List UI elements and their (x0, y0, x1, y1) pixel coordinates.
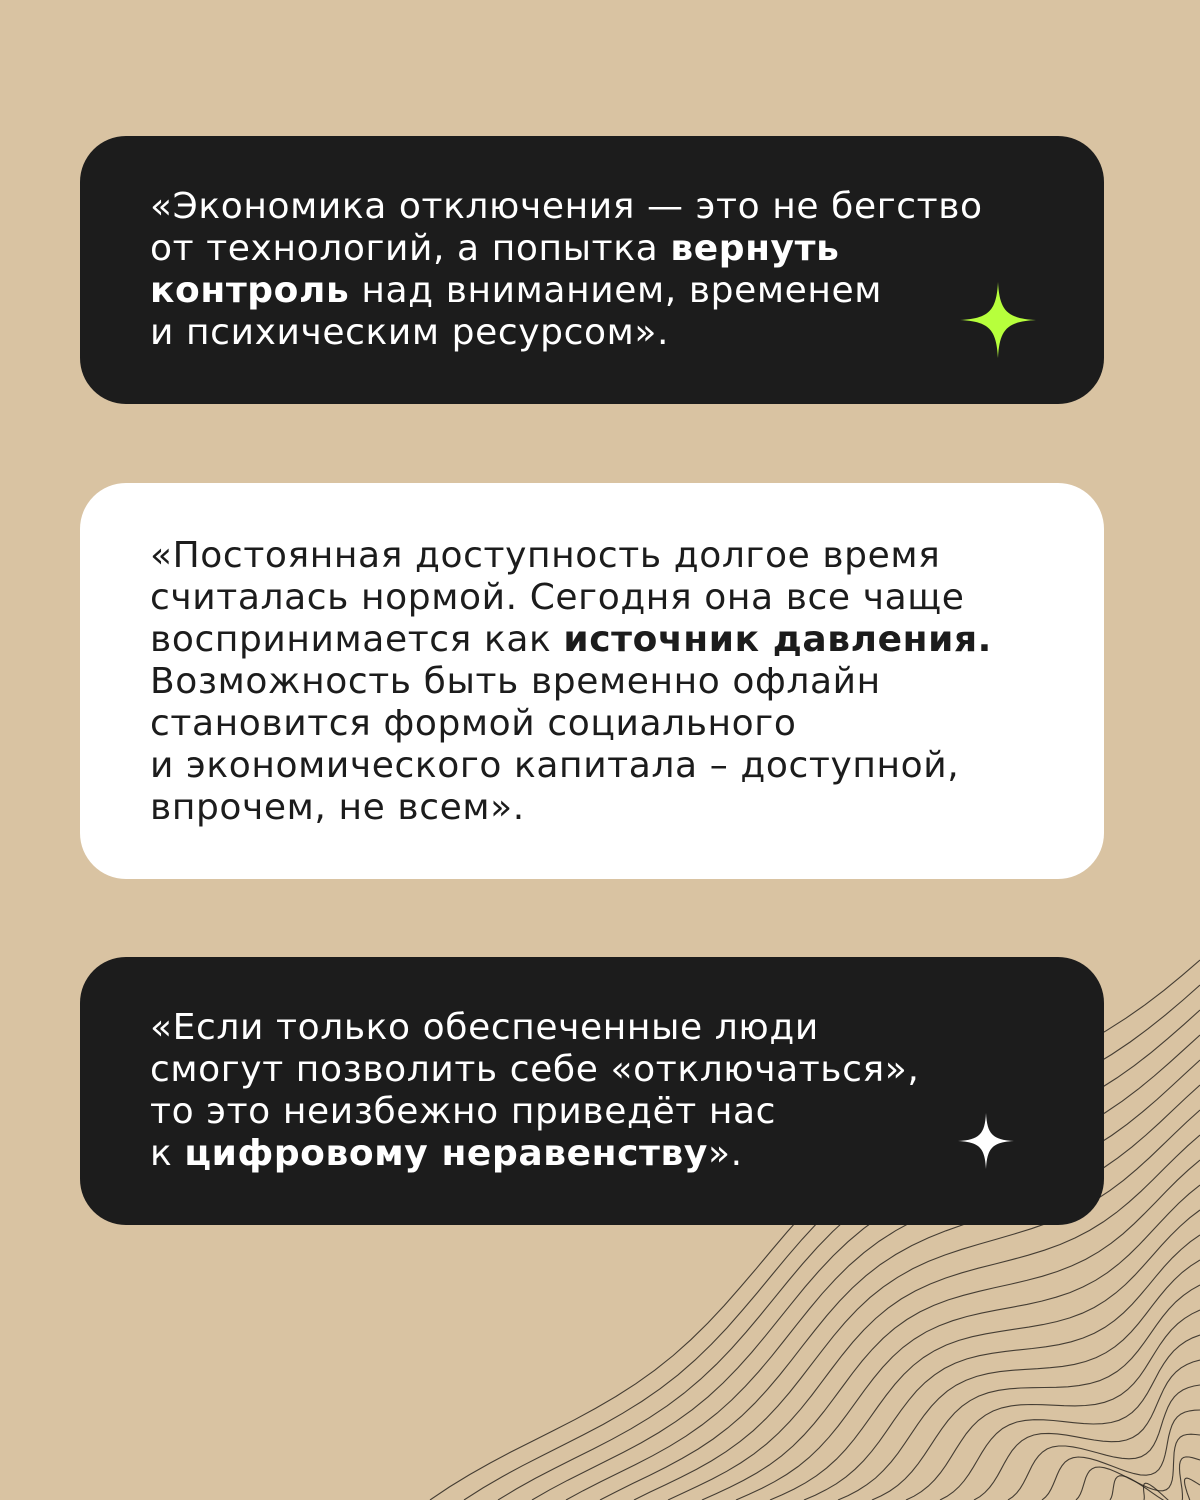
wave-line (872, 1285, 1200, 1500)
quote-line: и психическим ресурсом». (150, 312, 670, 353)
quote-line: Возможность быть временно офлайн (150, 661, 881, 702)
wave-line (974, 1360, 1200, 1500)
highlight-text: контроль (150, 270, 350, 311)
quote-line: «Экономика отключения — это не бегство (150, 186, 983, 227)
wave-line (1008, 1385, 1200, 1500)
quote-line: впрочем, не всем». (150, 787, 525, 828)
quote-text-2 (150, 535, 1064, 829)
quote-text-1 (150, 186, 1064, 354)
quote-line: «Если только обеспеченные люди (150, 1007, 819, 1048)
wave-line (736, 1185, 1200, 1500)
highlight-text: источник давления. (563, 619, 992, 660)
highlight-text: вернуть (670, 228, 840, 269)
wave-line (1110, 1457, 1200, 1500)
wave-line (1042, 1410, 1200, 1500)
quote-card-3 (80, 957, 1104, 1225)
quote-line: считалась нормой. Сегодня она все чаще (150, 577, 965, 618)
sparkle-green-icon (960, 282, 1036, 358)
wave-line (770, 1210, 1200, 1500)
quote-line: смогут позволить себе «отключаться», (150, 1049, 920, 1090)
quote-text-3 (150, 1007, 1064, 1175)
quote-card-1 (80, 136, 1104, 404)
sparkle-white-icon (958, 1113, 1014, 1169)
quote-line: «Постоянная доступность долгое время (150, 535, 941, 576)
quote-line: и экономического капитала – доступной, (150, 745, 960, 786)
quote-line: воспринимается как источник давления. (150, 619, 992, 660)
quote-card-2 (80, 483, 1104, 879)
wave-line (804, 1235, 1200, 1500)
wave-line (1144, 1478, 1200, 1500)
highlight-text: цифровому неравенству (184, 1133, 708, 1174)
wave-line (940, 1335, 1200, 1500)
quote-line: становится формой социального (150, 703, 797, 744)
wave-line (1076, 1434, 1200, 1500)
wave-line (838, 1260, 1200, 1500)
wave-line (906, 1310, 1200, 1500)
quote-line: контроль над вниманием, временем (150, 270, 882, 311)
quote-line: к цифровому неравенству». (150, 1133, 743, 1174)
quote-line: от технологий, а попытка вернуть (150, 228, 840, 269)
quote-line: то это неизбежно приведёт нас (150, 1091, 777, 1132)
